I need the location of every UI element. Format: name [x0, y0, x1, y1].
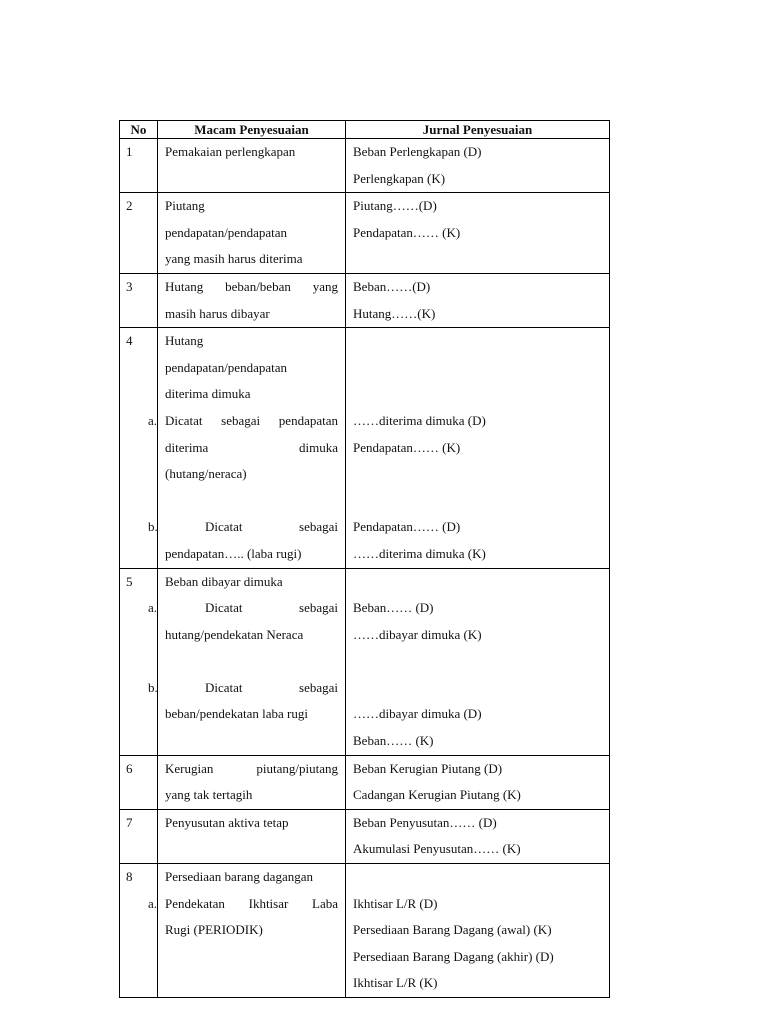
macam-text: yang tak tertagih: [165, 787, 253, 803]
table-row: [120, 139, 610, 193]
row-number: 4: [120, 328, 158, 568]
jurnal-line: ……dibayar dimuka (K): [353, 626, 482, 642]
jurnal-line: Perlengkapan (K): [353, 170, 446, 186]
macam-text: diterima dimuka: [165, 439, 338, 455]
macam-text: Dicatat sebagai: [205, 679, 338, 695]
jurnal-cell: [346, 864, 610, 998]
macam-text: pendapatan/pendapatan: [165, 224, 287, 240]
jurnal-line: Piutang……(D): [353, 198, 437, 214]
macam-text: Pemakaian perlengkapan: [165, 144, 296, 159]
jurnal-line: ……diterima dimuka (D): [353, 412, 486, 428]
macam-text: Piutang: [165, 198, 205, 214]
table-row: [120, 755, 610, 809]
header-row: [120, 121, 610, 139]
macam-text: hutang/pendekatan Neraca: [165, 626, 304, 642]
jurnal-cell: [346, 328, 610, 568]
jurnal-line: Akumulasi Penyusutan…… (K): [353, 841, 521, 857]
jurnal-line: Beban…… (K): [353, 733, 434, 749]
jurnal-line: Hutang……(K): [353, 305, 436, 321]
jurnal-line: Beban Kerugian Piutang (D): [353, 760, 503, 776]
sub-item-a: [148, 891, 338, 944]
row-number: 7: [120, 809, 158, 863]
jurnal-line: Beban Perlengkapan (D): [353, 144, 482, 159]
jurnal-line: Pendapatan…… (D): [353, 519, 461, 535]
jurnal-line: Persediaan Barang Dagang (akhir) (D): [353, 948, 554, 964]
macam-text: (hutang/neraca): [165, 466, 247, 482]
macam-cell: [158, 809, 346, 863]
jurnal-line: Beban……(D): [353, 278, 431, 294]
header-no: No: [120, 121, 158, 139]
macam-text: Dicatat sebagai: [205, 600, 338, 616]
jurnal-line: Cadangan Kerugian Piutang (K): [353, 787, 521, 803]
row-number: 3: [120, 273, 158, 327]
row-number: 2: [120, 193, 158, 274]
jurnal-line: Ikhtisar L/R (K): [353, 975, 438, 991]
macam-text: Persediaan barang dagangan: [165, 869, 313, 885]
jurnal-cell: [346, 809, 610, 863]
macam-text: Penyusutan aktiva tetap: [165, 814, 289, 830]
sub-marker: b.: [148, 679, 158, 695]
macam-text: beban/pendekatan laba rugi: [165, 706, 308, 722]
jurnal-line: Persediaan Barang Dagang (awal) (K): [353, 922, 552, 938]
sub-marker: b.: [148, 519, 158, 535]
jurnal-line: Beban…… (D): [353, 600, 434, 616]
macam-cell: [148, 328, 346, 568]
macam-cell: [158, 139, 346, 193]
jurnal-line: ……dibayar dimuka (D): [353, 706, 482, 722]
macam-cell: [158, 193, 346, 274]
jurnal-line: Beban Penyusutan…… (D): [353, 814, 497, 830]
sub-item-b: [148, 514, 338, 567]
jurnal-line: Pendapatan…… (K): [353, 224, 461, 240]
sub-item-a: [148, 595, 338, 648]
macam-cell: [158, 755, 346, 809]
header-jurnal: Jurnal Penyesuaian: [346, 121, 610, 139]
macam-text: Dicatat sebagai: [205, 519, 338, 535]
row-number: 5: [120, 568, 158, 755]
macam-text: Rugi (PERIODIK): [165, 922, 263, 938]
table-row: [120, 193, 610, 274]
macam-text: pendapatan/pendapatan: [165, 359, 287, 375]
jurnal-cell: [346, 193, 610, 274]
sub-marker: a.: [148, 600, 158, 616]
jurnal-line: Ikhtisar L/R (D): [353, 895, 438, 911]
row-number: 8: [120, 864, 158, 998]
macam-text: diterima dimuka: [165, 386, 251, 402]
sub-marker: a.: [148, 412, 158, 428]
macam-text: pendapatan….. (laba rugi): [165, 545, 302, 561]
macam-cell: [148, 568, 346, 755]
jurnal-cell: [346, 755, 610, 809]
macam-text: Beban dibayar dimuka: [165, 573, 283, 589]
macam-text: Hutang beban/beban yang: [165, 278, 338, 294]
table-row: [120, 809, 610, 863]
jurnal-line: Pendapatan…… (K): [353, 439, 461, 455]
table-row: [120, 273, 610, 327]
adjustment-table: [119, 120, 610, 998]
jurnal-cell: [346, 568, 610, 755]
table-row: [120, 328, 610, 568]
macam-cell: [158, 273, 346, 327]
macam-cell: [148, 864, 346, 998]
sub-item-b: [148, 675, 338, 728]
jurnal-cell: [346, 273, 610, 327]
macam-text: masih harus dibayar: [165, 305, 270, 321]
macam-text: Pendekatan Ikhtisar Laba: [165, 895, 338, 911]
macam-text: yang masih harus diterima: [165, 251, 303, 267]
row-number: 6: [120, 755, 158, 809]
row-number: 1: [120, 139, 158, 193]
macam-text: Dicatat sebagai pendapatan: [165, 412, 338, 428]
macam-text: Hutang: [165, 333, 204, 349]
table-row: [120, 864, 610, 998]
jurnal-line: ……diterima dimuka (K): [353, 545, 486, 561]
sub-marker: a.: [148, 895, 158, 911]
sub-item-a: [148, 408, 338, 488]
jurnal-cell: [346, 139, 610, 193]
table-row: [120, 568, 610, 755]
header-macam: Macam Penyesuaian: [158, 121, 346, 139]
macam-text: Kerugian piutang/piutang: [165, 760, 338, 776]
